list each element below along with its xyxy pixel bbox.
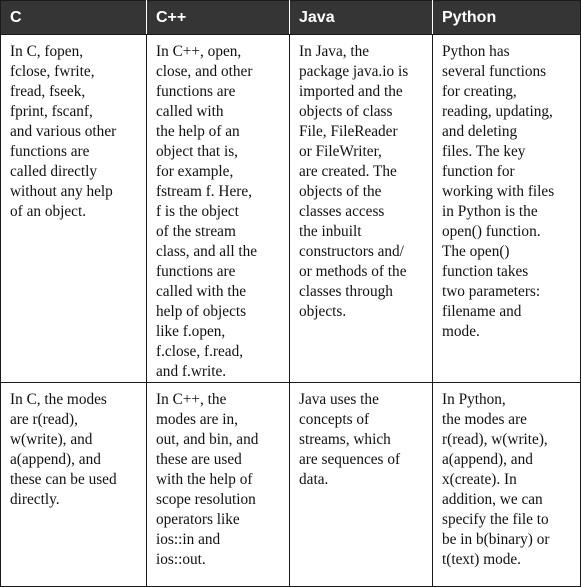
cell-text-line: function for bbox=[442, 163, 515, 180]
table-header-row bbox=[1, 1, 581, 35]
cell-text-line: working with files bbox=[442, 183, 555, 200]
cell-text-line: a(append), and bbox=[442, 451, 533, 468]
cell-text-line: or FileWriter, bbox=[299, 143, 382, 160]
cell-text-line: the inbuilt bbox=[299, 223, 362, 240]
cell-text-line: these are used bbox=[156, 451, 242, 468]
cell-text-line: File, FileReader bbox=[299, 123, 398, 140]
cell-text-line: help of objects bbox=[156, 303, 247, 320]
header-cpp: C++ bbox=[147, 1, 290, 35]
cell-text-line: a(append), and bbox=[10, 451, 101, 468]
cell-text-line: In C, the modes bbox=[10, 391, 107, 408]
cell-text-line: and f.write. bbox=[156, 363, 227, 380]
cell-text-line: these can be used bbox=[10, 471, 117, 488]
cell-c-functions bbox=[1, 35, 147, 383]
cell-text-line: imported and the bbox=[299, 83, 403, 100]
cell-text-line: ios::out. bbox=[156, 551, 206, 568]
cell-text-line: package java.io is bbox=[299, 63, 409, 80]
cell-text-line: w(write), and bbox=[10, 431, 93, 448]
cell-text-line: In Java, the bbox=[299, 43, 370, 60]
cell-text-line: In C++, open, bbox=[156, 43, 242, 60]
cell-text-line: objects. bbox=[299, 303, 347, 320]
header-c: C bbox=[1, 1, 147, 35]
cell-text-line: class, and all the bbox=[156, 243, 258, 260]
cell-text-line: close, and other bbox=[156, 63, 253, 80]
cell-text-line: objects of class bbox=[299, 103, 393, 120]
cell-text-line: of an object. bbox=[10, 203, 87, 220]
cell-text-line: modes are in, bbox=[156, 411, 238, 428]
cell-text-line: Java uses the bbox=[299, 391, 379, 408]
cell-text-line: r(read), w(write), bbox=[442, 431, 548, 448]
cell-text-line: operators like bbox=[156, 511, 240, 528]
cell-text-line: the help of an bbox=[156, 123, 240, 140]
cell-python-modes bbox=[433, 383, 581, 587]
cell-text-line: in Python is the bbox=[442, 203, 538, 220]
cell-text-line: and deleting bbox=[442, 123, 518, 140]
cell-text-line: t(text) mode. bbox=[442, 551, 522, 568]
cell-text-line: are created. The bbox=[299, 163, 397, 180]
cell-text-line: f is the object bbox=[156, 203, 239, 220]
cell-text-line: called with the bbox=[156, 283, 247, 300]
cell-text-line: Python has bbox=[442, 43, 510, 60]
cell-text-line: constructors and/ bbox=[299, 243, 404, 260]
cell-text-line: be in b(binary) or bbox=[442, 531, 550, 548]
cell-text-line: filename and bbox=[442, 303, 522, 320]
cell-text-line: In C++, the bbox=[156, 391, 227, 408]
cell-text-line: objects of the bbox=[299, 183, 382, 200]
header-java: Java bbox=[290, 1, 433, 35]
cell-text-line: are sequences of bbox=[299, 451, 401, 468]
cell-text-line: In C, fopen, bbox=[10, 43, 84, 60]
cell-text-line: mode. bbox=[442, 323, 480, 340]
cell-text-line: concepts of bbox=[299, 411, 370, 428]
cell-text-line: fprint, fscanf, bbox=[10, 103, 93, 120]
cell-text-line: for example, bbox=[156, 163, 234, 180]
cell-text-line: files. The key bbox=[442, 143, 526, 160]
cell-text-line: x(create). In bbox=[442, 471, 517, 488]
cell-text-line: two parameters: bbox=[442, 283, 541, 300]
cell-java-functions bbox=[290, 35, 433, 383]
cell-text-line: f.close, f.read, bbox=[156, 343, 244, 360]
cell-text-line: classes access bbox=[299, 203, 385, 220]
cell-text-line: scope resolution bbox=[156, 491, 256, 508]
cell-text-line: streams, which bbox=[299, 431, 391, 448]
cell-text-line: object that is, bbox=[156, 143, 238, 160]
cell-text-line: out, and bin, and bbox=[156, 431, 259, 448]
cell-text-line: data. bbox=[299, 471, 329, 488]
table-row-file-functions bbox=[1, 35, 581, 383]
cell-python-functions bbox=[433, 35, 581, 383]
cell-text-line: functions are bbox=[156, 263, 236, 280]
cell-text-line: classes through bbox=[299, 283, 393, 300]
cell-text-line: fclose, fwrite, bbox=[10, 63, 95, 80]
cell-text-line: In Python, bbox=[442, 391, 506, 408]
cell-text-line: are r(read), bbox=[10, 411, 78, 428]
cell-text-line: called directly bbox=[10, 163, 98, 180]
table-row-file-modes bbox=[1, 383, 581, 587]
cell-text-line: like f.open, bbox=[156, 323, 226, 340]
cell-text-line: directly. bbox=[10, 491, 60, 508]
cell-text-line: specify the file to bbox=[442, 511, 549, 528]
cell-text-line: the modes are bbox=[442, 411, 527, 428]
cell-text-line: reading, updating, bbox=[442, 103, 553, 120]
cell-java-modes bbox=[290, 383, 433, 587]
cell-text-line: fread, fseek, bbox=[10, 83, 86, 100]
cell-text-line: functions are bbox=[10, 143, 90, 160]
cell-text-line: open() function. bbox=[442, 223, 541, 240]
cell-text-line: several functions bbox=[442, 63, 547, 80]
cell-text-line: function takes bbox=[442, 263, 529, 280]
cell-c-modes bbox=[1, 383, 147, 587]
header-python: Python bbox=[433, 1, 581, 35]
cell-text-line: functions are bbox=[156, 83, 236, 100]
cell-text-line: or methods of the bbox=[299, 263, 407, 280]
cell-text-line: fstream f. Here, bbox=[156, 183, 252, 200]
cell-cpp-modes bbox=[147, 383, 290, 587]
cell-text-line: with the help of bbox=[156, 471, 253, 488]
cell-text-line: for creating, bbox=[442, 83, 517, 100]
cell-text-line: of the stream bbox=[156, 223, 236, 240]
cell-cpp-functions bbox=[147, 35, 290, 383]
cell-text-line: and various other bbox=[10, 123, 117, 140]
cell-text-line: addition, we can bbox=[442, 491, 543, 508]
cell-text-line: ios::in and bbox=[156, 531, 221, 548]
cell-text-line: called with bbox=[156, 103, 224, 120]
cell-text-line: The open() bbox=[442, 243, 510, 260]
cell-text-line: without any help bbox=[10, 183, 113, 200]
